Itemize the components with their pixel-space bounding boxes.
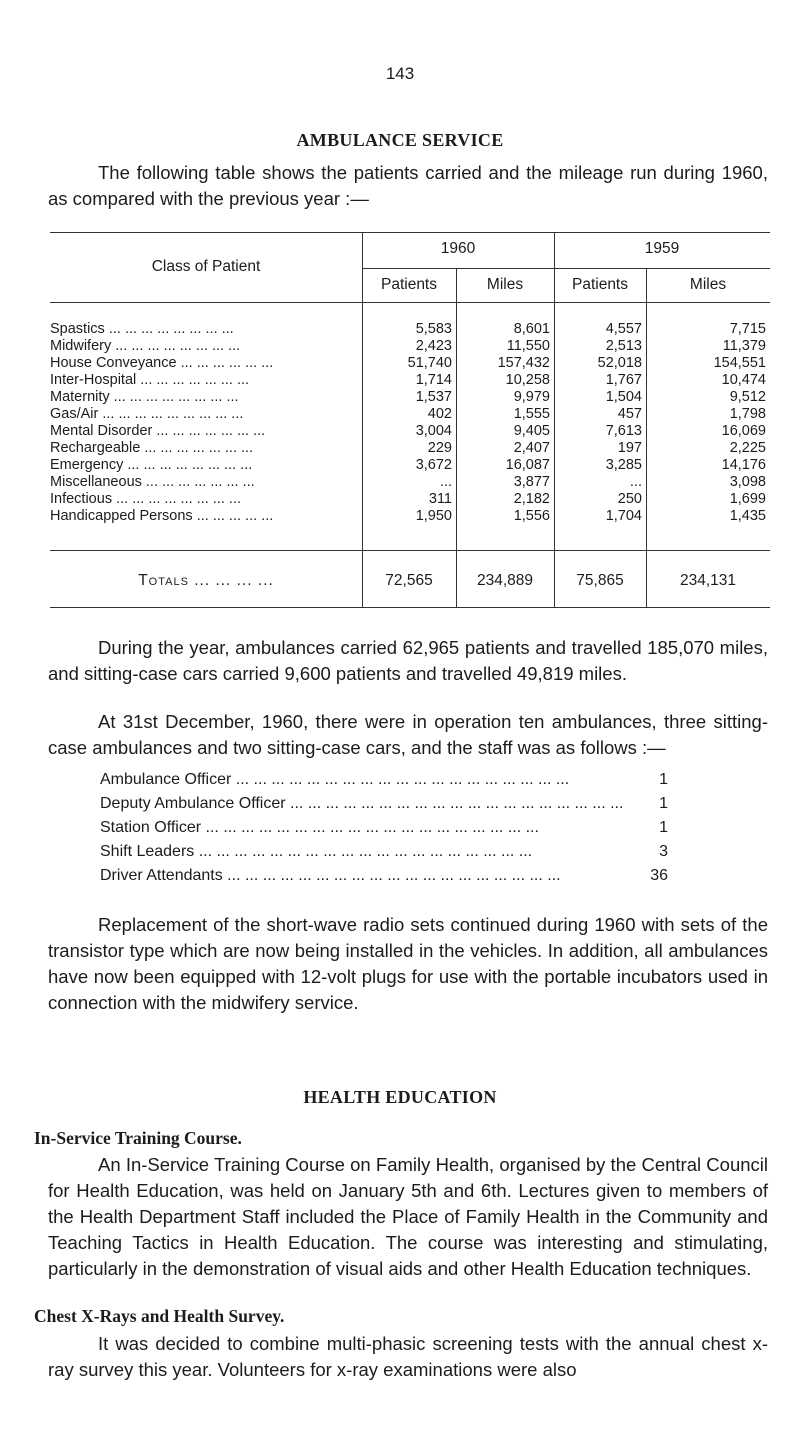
intro-paragraph: The following table shows the patients carried and the mileage run during 1960, as compared with the previous year :— — [48, 162, 768, 209]
miles-1959: 14,176 — [721, 457, 766, 473]
staff-list — [100, 768, 668, 888]
staff-row — [100, 864, 668, 888]
chest-xray-heading: Chest X-Rays and Health Survey. — [34, 1306, 285, 1326]
patients-1959: 52,018 — [597, 355, 642, 371]
miles-1960: 10,258 — [505, 372, 550, 388]
year-1959-header: 1959 — [644, 240, 680, 257]
staff-row — [100, 840, 668, 864]
row-label: Miscellaneous ... ... ... ... ... ... ... — [50, 474, 255, 490]
miles-1959-header: Miles — [689, 276, 727, 293]
table-row — [50, 321, 770, 338]
page-number: 143 — [385, 64, 415, 83]
miles-1960: 8,601 — [513, 321, 550, 337]
staff-role: Station Officer — [100, 819, 202, 836]
patients-1960: 229 — [427, 440, 452, 456]
patients-1960: 3,004 — [415, 423, 452, 439]
patients-1959: 2,513 — [605, 338, 642, 354]
patients-1959: 197 — [617, 440, 642, 456]
patients-1960: 1,537 — [415, 389, 452, 405]
patients-1960: 3,672 — [415, 457, 452, 473]
patients-1959: 250 — [617, 491, 642, 507]
class-of-patient-header: Class of Patient — [151, 258, 261, 275]
year-1960-header: 1960 — [440, 240, 476, 257]
patients-1959: 1,504 — [605, 389, 642, 405]
leader-dots: ... ... ... ... ... ... ... ... ... ... ... ... ... ... ... ... ... ... ... — [222, 867, 561, 884]
ambulance-fleet-paragraph: At 31st December, 1960, there were in operation ten ambulances, three sitting-case ambulances and two sitting-case cars, and the staff was as follows :— — [48, 711, 768, 758]
patients-1960: 402 — [427, 406, 452, 422]
row-label: Spastics ... ... ... ... ... ... ... ... — [50, 321, 234, 337]
patients-1960: 311 — [428, 491, 452, 507]
row-label: Infectious ... ... ... ... ... ... ... ... — [50, 491, 241, 507]
miles-1960: 9,979 — [513, 389, 550, 405]
table-bottom-rule — [50, 607, 770, 608]
miles-1959: 154,551 — [713, 355, 766, 371]
row-label: Handicapped Persons ... ... ... ... ... — [50, 508, 274, 524]
table-row — [50, 457, 770, 474]
leader-dots: ... ... ... ... ... ... ... ... ... ... ... ... ... ... ... ... ... ... ... — [285, 795, 624, 812]
totals-top-rule — [50, 550, 770, 551]
patients-1960: 2,423 — [415, 338, 452, 354]
ambulance-service-heading: AMBULANCE SERVICE — [296, 130, 504, 150]
row-label: Midwifery ... ... ... ... ... ... ... ... — [50, 338, 241, 354]
miles-1959: 2,225 — [729, 440, 766, 456]
table-row — [50, 491, 770, 508]
staff-count: 1 — [655, 816, 668, 840]
miles-1960: 16,087 — [505, 457, 550, 473]
table-row — [50, 389, 770, 406]
staff-count: 1 — [655, 768, 668, 792]
inservice-training-heading: In-Service Training Course. — [34, 1128, 242, 1148]
table-row — [50, 338, 770, 355]
ambulance-statistics-table — [50, 232, 770, 608]
row-label: House Conveyance ... ... ... ... ... ... — [50, 355, 274, 371]
patients-1959: 7,613 — [605, 423, 642, 439]
staff-count: 3 — [655, 840, 668, 864]
miles-1959: 16,069 — [721, 423, 766, 439]
miles-1960: 3,877 — [513, 474, 550, 490]
patients-1960: ... — [439, 474, 452, 490]
patients-1960: 51,740 — [407, 355, 452, 371]
leader-dots: ... ... ... ... ... ... ... ... ... ... ... ... ... ... ... ... ... ... ... — [194, 843, 533, 860]
staff-count: 1 — [655, 792, 668, 816]
miles-1959: 1,435 — [729, 508, 766, 524]
patients-1959: ... — [629, 474, 642, 490]
totals-label: Totals ... ... ... ... — [138, 572, 274, 589]
patients-1960: 1,714 — [415, 372, 452, 388]
health-education-heading: HEALTH EDUCATION — [303, 1087, 497, 1107]
table-top-rule — [50, 232, 770, 233]
staff-row — [100, 816, 668, 840]
leader-dots: ... ... ... ... ... ... ... ... ... ... ... ... ... ... ... ... ... ... ... — [231, 771, 570, 788]
staff-role: Shift Leaders — [100, 843, 195, 860]
miles-1959: 1,798 — [729, 406, 766, 422]
patients-1959: 1,704 — [605, 508, 642, 524]
inservice-training-paragraph: An In-Service Training Course on Family Health, organised by the Central Council for Health Education, was held on January 5th and 6th. Lectures given to members of the Health Department Staff included the Place of Family Health in the Community and Teaching Tactics in Health Education. The course was interesting and stimulating, particularly in the demonstration of visual aids and other Health Education techniques. — [48, 1154, 768, 1279]
staff-role: Ambulance Officer — [100, 771, 232, 788]
miles-1960: 157,432 — [497, 355, 550, 371]
table-row — [50, 355, 770, 372]
row-label: Gas/Air ... ... ... ... ... ... ... ... ... — [50, 406, 244, 422]
total-patients-1959: 75,865 — [576, 572, 624, 589]
patients-1960: 1,950 — [415, 508, 452, 524]
miles-1960: 1,556 — [513, 508, 550, 524]
total-miles-1960: 234,889 — [476, 572, 534, 589]
miles-1960: 2,182 — [513, 491, 550, 507]
miles-1960: 1,555 — [513, 406, 550, 422]
year-header-rule — [362, 268, 770, 269]
miles-1960: 2,407 — [513, 440, 550, 456]
miles-1960: 11,550 — [506, 338, 550, 354]
miles-1960-header: Miles — [486, 276, 524, 293]
table-row — [50, 440, 770, 457]
miles-1959: 7,715 — [729, 321, 766, 337]
patients-1960: 5,583 — [415, 321, 452, 337]
row-label: Maternity ... ... ... ... ... ... ... ... — [50, 389, 239, 405]
staff-role: Driver Attendants — [100, 867, 223, 884]
table-row — [50, 372, 770, 389]
miles-1959: 9,512 — [729, 389, 766, 405]
row-label: Mental Disorder ... ... ... ... ... ... ... — [50, 423, 266, 439]
row-label: Inter-Hospital ... ... ... ... ... ... ... — [50, 372, 250, 388]
miles-1959: 10,474 — [721, 372, 766, 388]
patients-1960-header: Patients — [380, 276, 437, 293]
header-bottom-rule — [50, 302, 770, 303]
patients-1959: 3,285 — [605, 457, 642, 473]
row-label: Emergency ... ... ... ... ... ... ... ... — [50, 457, 253, 473]
leader-dots: ... ... ... ... ... ... ... ... ... ... ... ... ... ... ... ... ... ... ... — [201, 819, 539, 836]
chest-xray-paragraph: It was decided to combine multi-phasic screening tests with the annual chest x-ray survey this year. Volunteers for x-ray examinations were also — [48, 1333, 768, 1380]
radio-replacement-paragraph: Replacement of the short-wave radio sets continued during 1960 with sets of the transistor type which are now being installed in the vehicles. In addition, all ambulances have now been equipped with 12-volt plugs for use with the portable incubators used in connection with the midwifery service. — [48, 914, 768, 1013]
total-miles-1959: 234,131 — [679, 572, 737, 589]
patients-1959: 4,557 — [605, 321, 642, 337]
row-label: Rechargeable ... ... ... ... ... ... ... — [50, 440, 254, 456]
miles-1960: 9,405 — [513, 423, 550, 439]
ambulance-usage-paragraph: During the year, ambulances carried 62,965 patients and travelled 185,070 miles, and sitting-case cars carried 9,600 patients and travelled 49,819 miles. — [48, 637, 768, 684]
staff-row — [100, 792, 668, 816]
staff-count: 36 — [646, 864, 668, 888]
miles-1959: 1,699 — [729, 491, 766, 507]
table-row — [50, 474, 770, 491]
staff-role: Deputy Ambulance Officer — [100, 795, 286, 812]
table-row — [50, 423, 770, 440]
table-row — [50, 406, 770, 423]
table-row — [50, 508, 770, 525]
totals-row — [50, 572, 770, 589]
patients-1959-header: Patients — [571, 276, 628, 293]
patients-1959: 457 — [617, 406, 642, 422]
total-patients-1960: 72,565 — [385, 572, 433, 589]
miles-1959: 3,098 — [729, 474, 766, 490]
staff-row — [100, 768, 668, 792]
patients-1959: 1,767 — [605, 372, 642, 388]
miles-1959: 11,379 — [722, 338, 766, 354]
